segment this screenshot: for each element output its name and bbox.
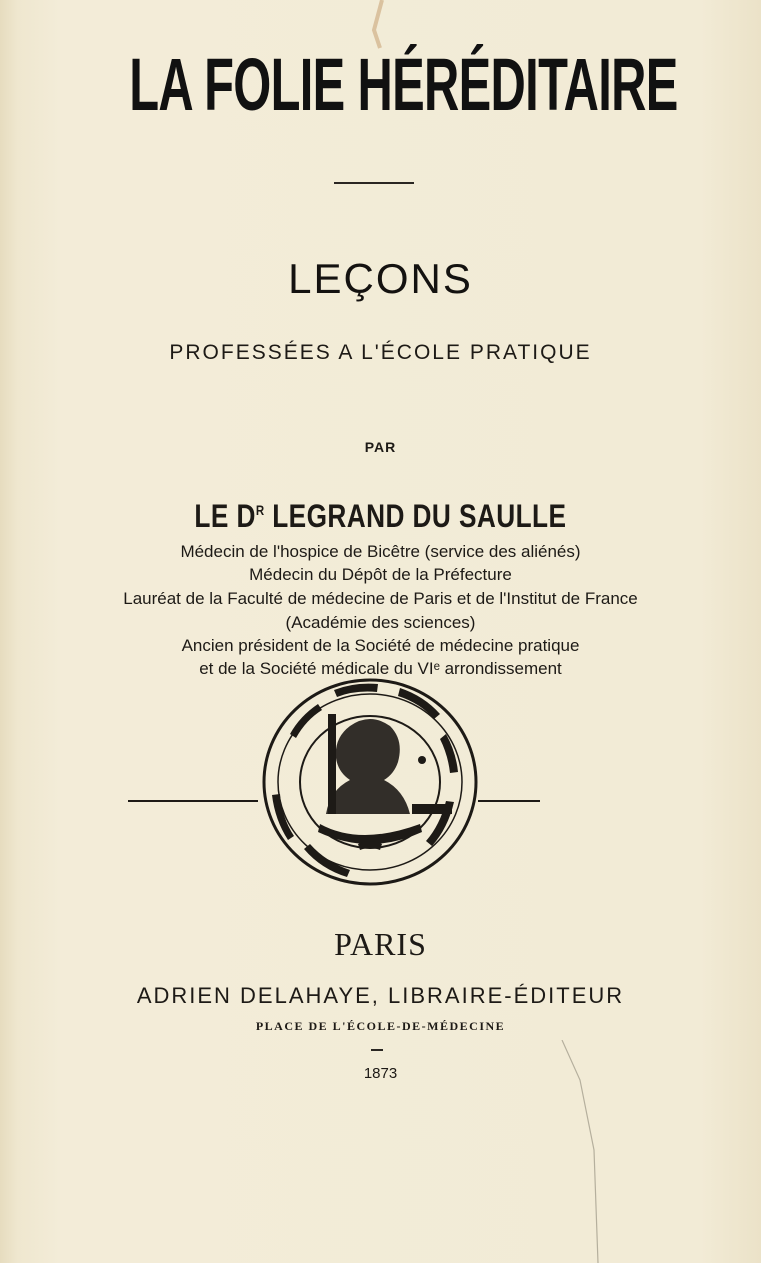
by-label: PAR xyxy=(364,439,397,455)
book-subtitle: LEÇONS xyxy=(288,255,473,302)
address-divider xyxy=(371,1049,383,1051)
book-subtitle-line2: PROFESSÉES A L'ÉCOLE PRATIQUE xyxy=(169,341,592,364)
author-credential: et de la Société médicale du VIᵉ arrondissement xyxy=(199,659,562,678)
author-prefix: LE D xyxy=(194,498,256,534)
author-credential: (Académie des sciences) xyxy=(285,613,476,632)
publication-year: 1873 xyxy=(363,1065,398,1082)
author-prefix-sup: R xyxy=(255,502,265,518)
publisher-name: ADRIEN DELAHAYE, LIBRAIRE-ÉDITEUR xyxy=(136,983,625,1008)
publication-city: PARIS xyxy=(334,926,427,962)
author-credential: Médecin de l'hospice de Bicêtre (service des aliénés) xyxy=(180,542,581,561)
book-title: LA FOLIE HÉRÉDITAIRE xyxy=(129,43,678,126)
author-credential: Médecin du Dépôt de la Préfecture xyxy=(249,565,512,584)
author-credential: Lauréat de la Faculté de médecine de Paris et de l'Institut de France xyxy=(123,589,638,608)
author-name xyxy=(68,500,692,532)
author-surname: LEGRAND DU SAULLE xyxy=(272,498,567,534)
title-divider xyxy=(334,182,414,184)
publisher-address: PLACE DE L'ÉCOLE-DE-MÉDECINE xyxy=(255,1019,506,1033)
emblem-rule-left xyxy=(128,800,258,802)
author-credential: Ancien président de la Société de médecine pratique xyxy=(181,636,580,655)
publisher-seal-emblem-icon xyxy=(250,674,490,894)
